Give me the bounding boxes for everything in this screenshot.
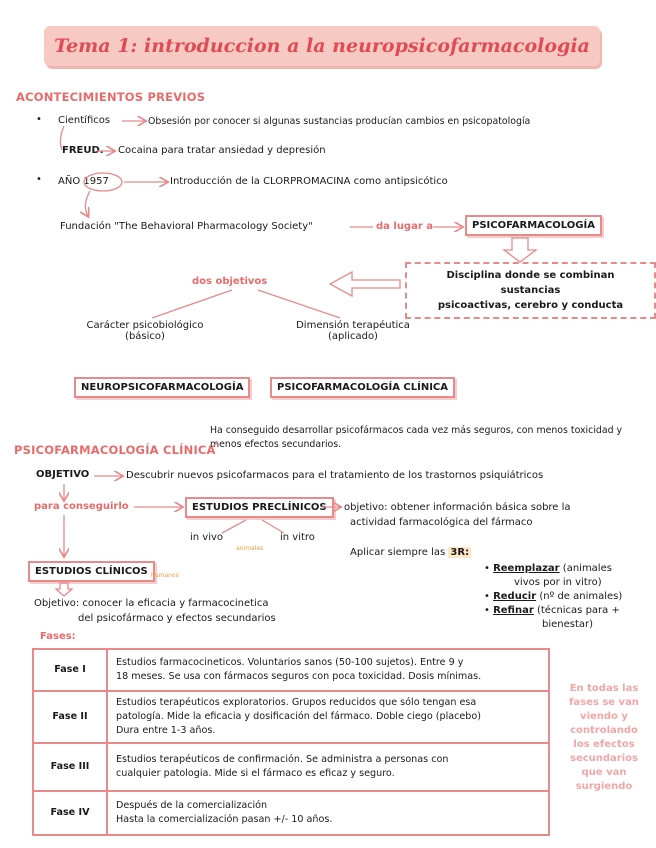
down-block-arrow-icon (504, 238, 536, 262)
refinar-item: • Refinar (técnicas para + (484, 605, 620, 616)
refinar-desc: (técnicas para + (536, 605, 620, 616)
objetivo-text: Descubrir nuevos psicofarmacos para el tratamiento de los trastornos psiquiátricos (126, 470, 544, 481)
clinicos-objetivo (34, 596, 276, 626)
bullet-icon: • (36, 174, 42, 185)
refinar-line2: bienestar) (542, 619, 594, 630)
fase-line: Dura entre 1-3 años. (116, 725, 216, 736)
in-vivo-text: in vivo (190, 532, 224, 543)
section-heading-antecedentes: ACONTECIMIENTOS PREVIOS (16, 90, 206, 104)
disciplina-box (405, 262, 656, 319)
objetivo-label: OBJETIVO (36, 469, 90, 480)
para-conseguirlo-text: para conseguirlo (34, 501, 129, 512)
caracter-block (84, 320, 206, 342)
fase-label: Fase I (33, 649, 107, 691)
reemplazar-desc: (animales (562, 563, 612, 574)
clinicos-box: ESTUDIOS CLÍNICOS (28, 561, 155, 582)
fase-label: Fase II (33, 691, 107, 743)
in-vitro-text: in vitro (280, 532, 315, 543)
title-banner (44, 26, 600, 66)
neuropsico-box: NEUROPSICOFARMACOLOGÍA (74, 377, 250, 398)
fundacion-text: Fundación "The Behavioral Pharmacology Society" (60, 221, 313, 232)
psico-clinica-box: PSICOFARMACOLOGÍA CLÍNICA (270, 377, 455, 398)
reemplazar-label: Reemplazar (493, 563, 560, 574)
clinica-note-line1: Ha conseguido desarrollar psicofármacos cada vez más seguros, con menos toxicidad y (210, 425, 623, 436)
fases-heading: Fases: (40, 631, 76, 642)
clinica-note-line2: menos efectos secundarios. (210, 439, 342, 450)
clorpromacina-text: Introducción de la CLORPROMACINA como antipsicótico (170, 176, 448, 187)
dimension-line1: Dimensión terapéutica (296, 320, 410, 331)
cientificos-label: Científicos (58, 115, 111, 126)
reducir-item: • Reducir (nº de animales) (484, 591, 623, 602)
disciplina-line1: Disciplina donde se combinan sustancias (446, 270, 615, 296)
tres-r-label: 3R: (450, 547, 470, 558)
aplicar-line (350, 547, 471, 558)
fases-side-note: En todas las fases se van viendo y controlando los efectos secundarios que van surgiendo (569, 683, 639, 792)
table-row (33, 743, 549, 791)
freud-label: FREUD. (62, 145, 104, 156)
preclinicos-objetivo (344, 500, 571, 530)
table-row (33, 691, 549, 743)
fase-line: Hasta la comercialización pasan +/- 10 años. (116, 814, 333, 825)
anio-label: AÑO 1957 (58, 176, 109, 187)
dimension-block (292, 320, 414, 342)
dos-objetivos-text: dos objetivos (192, 276, 268, 287)
disciplina-line2: psicoactivas, cerebro y conducta (437, 300, 624, 311)
clin-obj-line1: Objetivo: conocer la eficacia y farmacocinetica (34, 598, 269, 609)
caracter-line1: Carácter psicobiológico (86, 320, 204, 331)
aplicar-text: Aplicar siempre las (350, 547, 446, 558)
fase-line: Estudios farmacocineticos. Voluntarios sanos (50-100 sujetos). Entre 9 y (116, 657, 464, 668)
arrow-icon (85, 191, 90, 216)
fase-description (107, 649, 549, 691)
psicofarmacologia-box: PSICOFARMACOLOGÍA (465, 215, 602, 236)
bullet-icon: • (36, 114, 42, 125)
reducir-desc: (nº de animales) (539, 591, 623, 602)
fase-line: 18 meses. Se usa con fármacos seguros con poca toxicidad. Dosis mínimas. (116, 671, 482, 682)
fase-line: Después de la comercialización (116, 800, 268, 811)
da-lugar-text: da lugar a (376, 221, 434, 232)
down-block-arrow-icon (56, 583, 72, 596)
reemplazar-line2: vivos por in vitro) (514, 577, 602, 588)
animales-note: animales (236, 545, 264, 552)
section-heading-clinica: PSICOFARMACOLOGÍA CLÍNICA (14, 443, 216, 457)
fase-label: Fase IV (33, 791, 107, 835)
fase-description (107, 791, 549, 835)
clinica-note (210, 424, 622, 452)
connector-line (152, 290, 232, 318)
three-r-list (484, 562, 622, 632)
left-block-arrow-icon (330, 272, 400, 296)
cocaina-text: Cocaina para tratar ansiedad y depresión (118, 145, 326, 156)
obsesion-text: Obsesión por conocer si algunas sustancias producían cambios en psicopatología (148, 116, 531, 127)
table-row (33, 649, 549, 691)
table-row (33, 791, 549, 835)
refinar-label: Refinar (493, 605, 534, 616)
preclinicos-box: ESTUDIOS PRECLÍNICOS (185, 497, 334, 518)
fases-table (32, 648, 550, 836)
clin-obj-line2: del psicofármaco y efectos secundarios (78, 613, 276, 624)
fase-label: Fase III (33, 743, 107, 791)
reducir-label: Reducir (493, 591, 537, 602)
fase-line: Estudios terapéuticos de confirmación. Se administra a personas con (116, 754, 449, 765)
fase-description (107, 691, 549, 743)
fase-line: Estudios terapéuticos exploratorios. Grupos reducidos que sólo tengan esa (116, 697, 477, 708)
fase-line: patología. Mide la eficacia y dosificación del fármaco. Doble ciego (placebo) (116, 711, 482, 722)
fase-line: cualquier patologia. Mide si el fármaco es eficaz y seguro. (116, 768, 395, 779)
reemplazar-item: • Reemplazar (animales (484, 563, 612, 574)
fase-description (107, 743, 549, 791)
connector-line (258, 290, 340, 318)
pre-obj-line1: objetivo: obtener información básica sobre la (344, 502, 571, 513)
pre-obj-line2: actividad farmacológica del fármaco (350, 517, 533, 528)
caracter-line2: (básico) (125, 331, 165, 342)
connector-line (222, 520, 246, 533)
dimension-line2: (aplicado) (328, 331, 378, 342)
page-title: Tema 1: introduccion a la neuropsicofarmacologia (54, 35, 590, 57)
humanos-note: humanos (151, 572, 179, 579)
